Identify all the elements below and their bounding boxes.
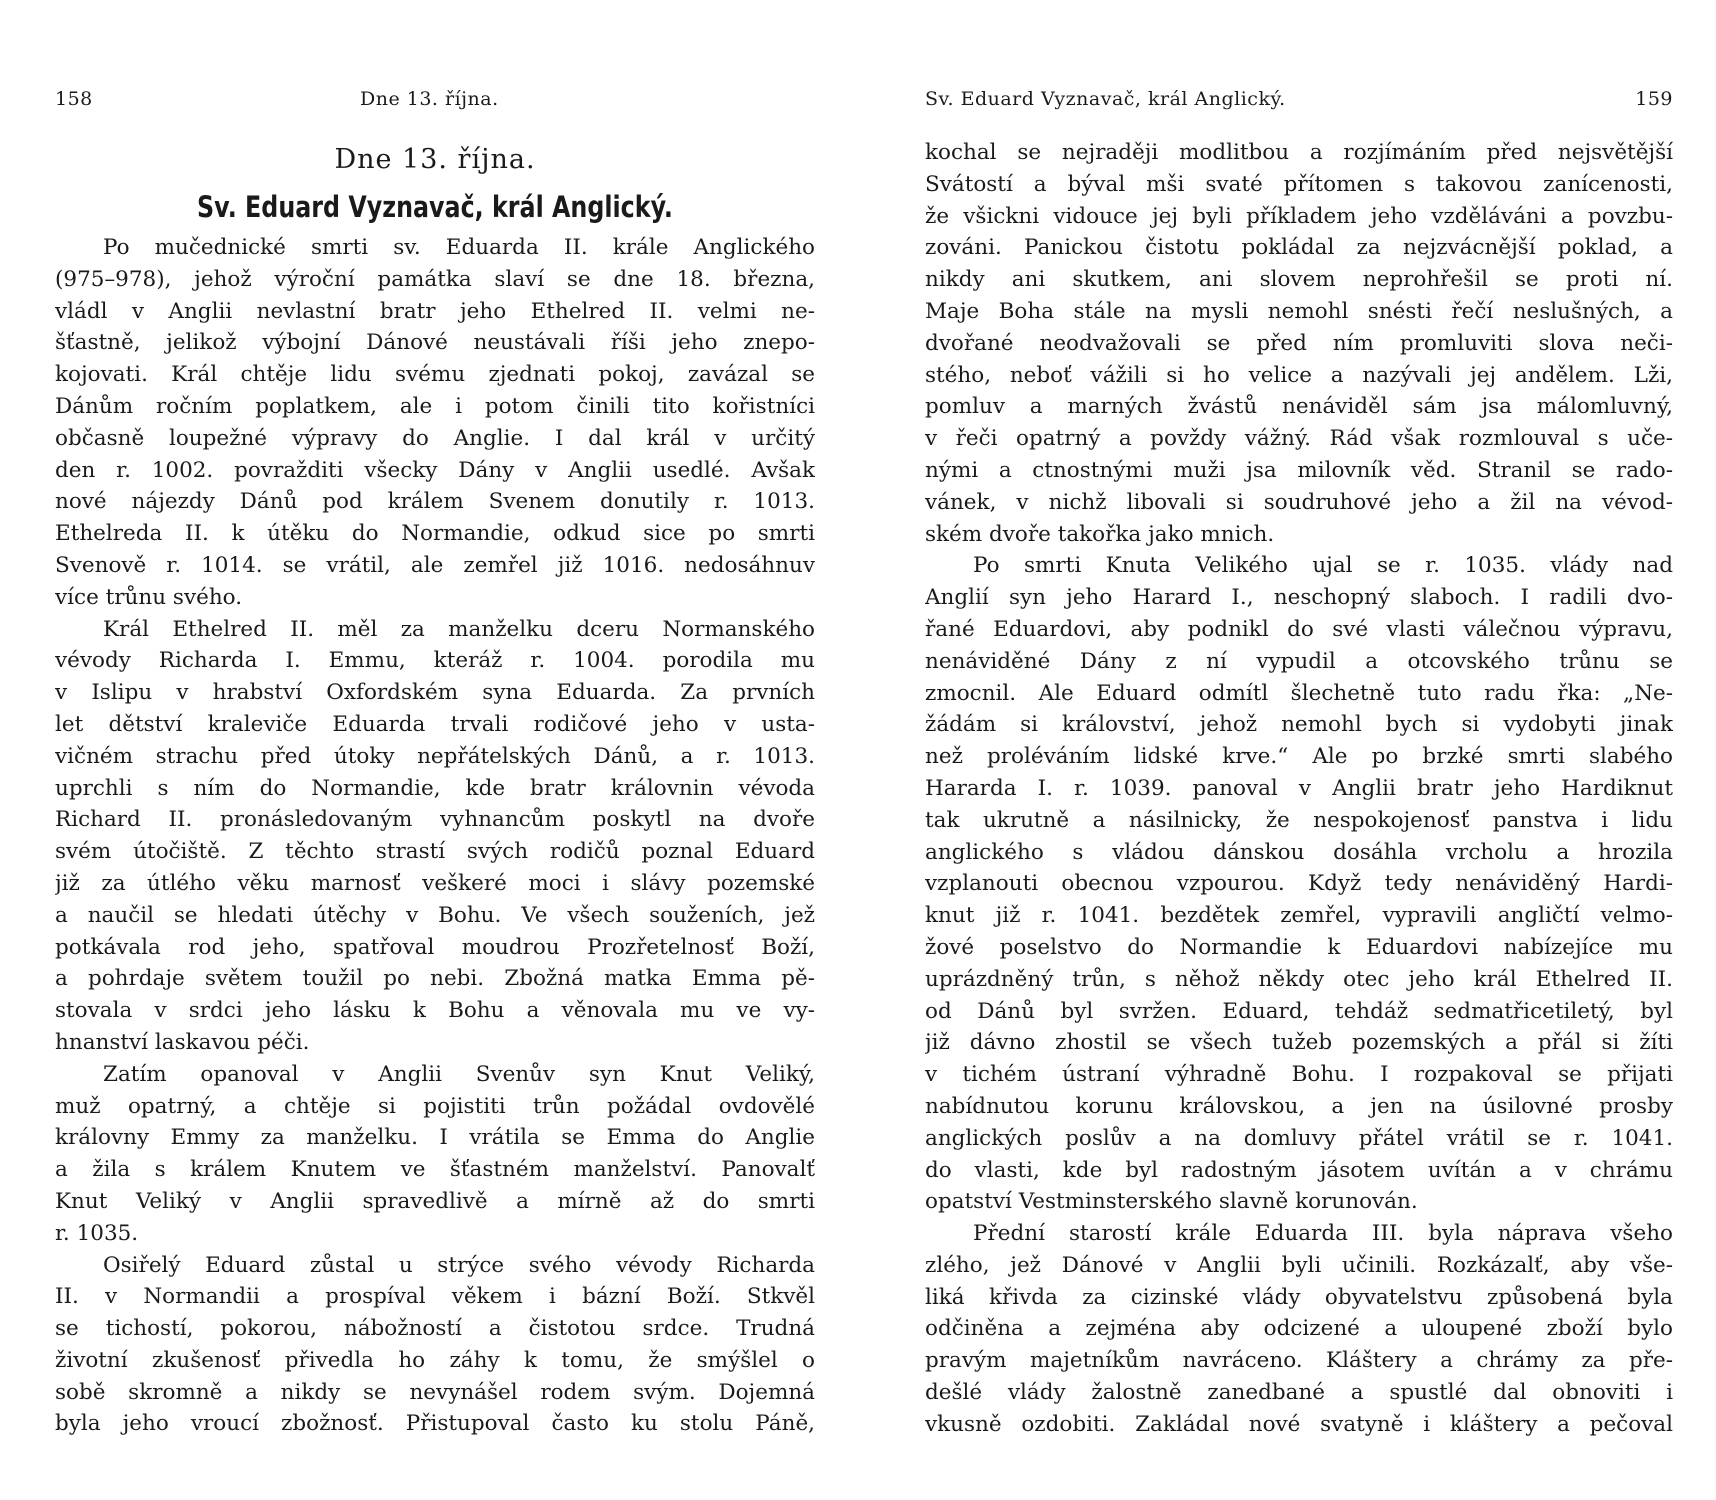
chapter-title: Sv. Eduard Vyznavač, král Anglický. [197, 190, 673, 224]
text-line: Přední starostí krále Eduarda III. byla náprava všeho [973, 1221, 1673, 1247]
text-line: uprázdněný trůn, s něhož někdy otec jeho král Ethelred II. [925, 966, 1673, 992]
text-line: zlého, jež Dánové v Anglii byli učinili. Rozkázalť, aby vše- [925, 1252, 1673, 1278]
text-line: tak ukrutně a násilnicky, že nespokojenosť panstva i lidu [925, 807, 1673, 833]
text-line: stovala v srdci jeho lásku k Bohu a věnovala mu ve vy- [55, 998, 815, 1024]
text-line: vzplanouti obecnou vzpourou. Když tedy nenáviděný Hardi- [925, 871, 1673, 897]
running-head [55, 88, 815, 118]
text-line: nikdy ani skutkem, ani slovem neprohřešil se proti ní. [925, 267, 1673, 293]
text-line: od Dánů byl svržen. Eduard, tehdáž sedmatřicetiletý, byl [925, 998, 1673, 1024]
text-line: ském dvoře takořka jako mnich. [925, 521, 1275, 547]
text-line: II. v Normandii a prospíval věkem i bázní Boží. Stkvěl [55, 1284, 815, 1310]
text-line: a žila s králem Knutem ve šťastném manželství. Panovalť [55, 1157, 815, 1183]
text-line: kojovati. Král chtěje lidu svému zjednati pokoj, zavázal se [55, 362, 815, 388]
text-line: v tichém ústraní výhradně Bohu. I rozpakoval se přijati [925, 1062, 1673, 1088]
running-title: Dne 13. října. [360, 88, 499, 110]
text-line: již dávno zhostil se všech tužeb pozemských a přál si žíti [925, 1030, 1673, 1056]
text-line: nými a ctnostnými muži jsa milovník věd. Stranil se rado- [925, 457, 1673, 483]
body-text [55, 232, 815, 1440]
body-text [925, 137, 1673, 1441]
text-line: potkávala rod jeho, spatřoval moudrou Prozřetelnosť Boží, [55, 934, 815, 960]
text-line: Maje Boha stále na mysli nemohl snésti řečí neslušných, a [925, 298, 1673, 324]
text-line: nenáviděné Dány z ní vypudil a otcovského trůnu se [925, 648, 1673, 674]
text-line: Dánům ročním poplatkem, ale i potom činili tito kořistníci [55, 393, 815, 419]
text-line: Svátostí a býval mši svaté přítomen s takovou zanícenosti, [925, 171, 1673, 197]
text-line: vkusně ozdobiti. Zakládal nové svatyně i kláštery a pečoval [925, 1411, 1673, 1437]
text-line: Po mučednické smrti sv. Eduarda II. krále Anglického [103, 235, 815, 260]
text-line: vévody Richarda I. Emmu, kteráž r. 1004. porodila mu [55, 648, 815, 674]
text-line: vičném strachu před útoky nepřátelských Dánů, a r. 1013. [55, 743, 815, 769]
text-line: den r. 1002. povražditi všecky Dány v Anglii usedlé. Avšak [55, 457, 815, 483]
text-line: a pohrdaje světem toužil po nebi. Zbožná matka Emma pě- [55, 966, 815, 992]
text-line: Ethelreda II. k útěku do Normandie, odkud sice po smrti [55, 521, 815, 547]
text-line: Osiřelý Eduard zůstal u strýce svého vévody Richarda [103, 1252, 815, 1278]
text-line: hnanství laskavou péči. [55, 1029, 310, 1055]
text-line: Anglií syn jeho Harard I., neschopný slaboch. I radili dvo- [925, 585, 1673, 611]
text-line: svém útočiště. Z těchto strastí svých rodičů poznal Eduard [55, 839, 815, 865]
text-line: anglického s vládou dánskou dosáhla vrcholu a hrozila [925, 839, 1673, 865]
text-line: do vlasti, kde byl radostným jásotem uvítán a v chrámu [925, 1157, 1673, 1183]
page-number: 159 [1635, 88, 1673, 110]
text-line: nabídnutou korunu královskou, a jen na úsilovné prosby [925, 1093, 1673, 1119]
text-line: v řeči opatrný a povždy vážný. Rád však rozmlouval s uče- [925, 426, 1673, 452]
text-line: Hararda I. r. 1039. panoval v Anglii bratr jeho Hardiknut [925, 775, 1673, 801]
text-line: občasně loupežné výpravy do Anglie. I dal král v určitý [55, 425, 815, 451]
text-line: Král Ethelred II. měl za manželku dceru Normanského [103, 616, 815, 642]
text-line: zmocnil. Ale Eduard odmítl šlechetně tuto radu řka: „Ne- [925, 680, 1673, 706]
page-number: 158 [55, 88, 93, 110]
text-line: že všickni vidouce jej byli příkladem jeho vzděláváni a povzbu- [925, 203, 1673, 229]
text-line: odčiněna a zejména aby odcizené a uloupené zboží bylo [925, 1316, 1673, 1342]
text-line: nové nájezdy Dánů pod králem Svenem donutily r. 1013. [55, 489, 815, 515]
text-line: Po smrti Knuta Velikého ujal se r. 1035. vlády nad [973, 553, 1673, 579]
text-line: žádám si království, jehož nemohl bych si vydobyti jinak [925, 712, 1673, 738]
text-line: (975–978), jehož výroční památka slaví se dne 18. března, [55, 266, 815, 292]
text-line: byla jeho vroucí zbožnosť. Přistupoval často ku stolu Páně, [55, 1411, 815, 1437]
running-title: Sv. Eduard Vyznavač, král Anglický. [925, 88, 1286, 110]
text-line: Svenově r. 1014. se vrátil, ale zemřel již 1016. nedosáhnuv [55, 552, 815, 578]
text-line: žové poselstvo do Normandie k Eduardovi nabízejíce mu [925, 934, 1673, 960]
text-line: knut již r. 1041. bezdětek zemřel, vypravili angličtí velmo- [925, 903, 1673, 929]
text-line: anglických poslův a na domluvy přátel vrátil se r. 1041. [925, 1125, 1673, 1151]
text-line: vládl v Anglii nevlastní bratr jeho Ethelred II. velmi ne- [55, 298, 815, 324]
text-line: uprchli s ním do Normandie, kde bratr královnin vévoda [55, 775, 815, 801]
text-line: pravým majetníkům navráceno. Kláštery a chrámy za pře- [925, 1348, 1673, 1374]
text-line: vánek, v nichž libovali si soudruhové jeho a žil na vévod- [925, 489, 1673, 515]
text-line: sobě skromně a nikdy se nevynášel rodem svým. Dojemná [55, 1379, 815, 1405]
text-line: opatství Vestminsterského slavně korunován. [925, 1189, 1418, 1215]
text-line: královny Emmy za manželku. I vrátila se Emma do Anglie [55, 1125, 815, 1151]
text-line: a naučil se hledati útěchy v Bohu. Ve všech souženích, jež [55, 902, 815, 928]
right-page [925, 0, 1673, 1500]
text-line: více trůnu svého. [55, 584, 243, 610]
chapter-date: Dne 13. října. [334, 144, 536, 175]
text-line: r. 1035. [55, 1220, 139, 1246]
text-line: Richard II. pronásledovaným vyhnancům poskytl na dvoře [55, 807, 815, 833]
text-line: Zatím opanoval v Anglii Svenův syn Knut Veliký, [103, 1061, 815, 1087]
text-line: dvořané neodvažovali se před ním promluviti slova neči- [925, 330, 1673, 356]
text-line: v Islipu v hrabství Oxfordském syna Eduarda. Za prvních [55, 680, 815, 706]
text-line: liká křivda za cizinské vlády obyvatelstvu způsobená byla [925, 1284, 1673, 1310]
text-line: kochal se nejraději modlitbou a rozjímáním před nejsvětější [925, 140, 1673, 165]
text-line: Knut Veliký v Anglii spravedlivě a mírně až do smrti [55, 1188, 815, 1214]
running-head [925, 88, 1673, 118]
text-line: muž opatrný, a chtěje si pojistiti trůn požádal ovdovělé [55, 1093, 815, 1119]
text-line: řané Eduardovi, aby podnikl do své vlasti válečnou výpravu, [925, 616, 1673, 642]
left-page [55, 0, 815, 1500]
text-line: životní zkušenosť přivedla ho záhy k tomu, že smýšlel o [55, 1347, 815, 1373]
text-line: než proléváním lidské krve.“ Ale po brzké smrti slabého [925, 744, 1673, 770]
text-line: pomluv a marných žvástů nenáviděl sám jsa málomluvný, [925, 394, 1673, 420]
text-line: let dětství kraleviče Eduarda trvali rodičové jeho v usta- [55, 711, 815, 737]
text-line: šťastně, jelikož výbojní Dánové neustávali říši jeho znepo- [55, 330, 815, 356]
text-line: stého, neboť vážili si ho velice a nazývali jej andělem. Lži, [925, 362, 1673, 388]
text-line: dešlé vlády žalostně zanedbané a spustlé dal obnoviti i [925, 1380, 1673, 1406]
text-line: se tichostí, pokorou, nábožností a čistotou srdce. Trudná [55, 1316, 815, 1342]
text-line: zováni. Panickou čistotu pokládal za nejzvácnější poklad, a [925, 235, 1673, 261]
text-line: již za útlého věku marnosť veškeré moci i slávy pozemské [55, 870, 815, 896]
